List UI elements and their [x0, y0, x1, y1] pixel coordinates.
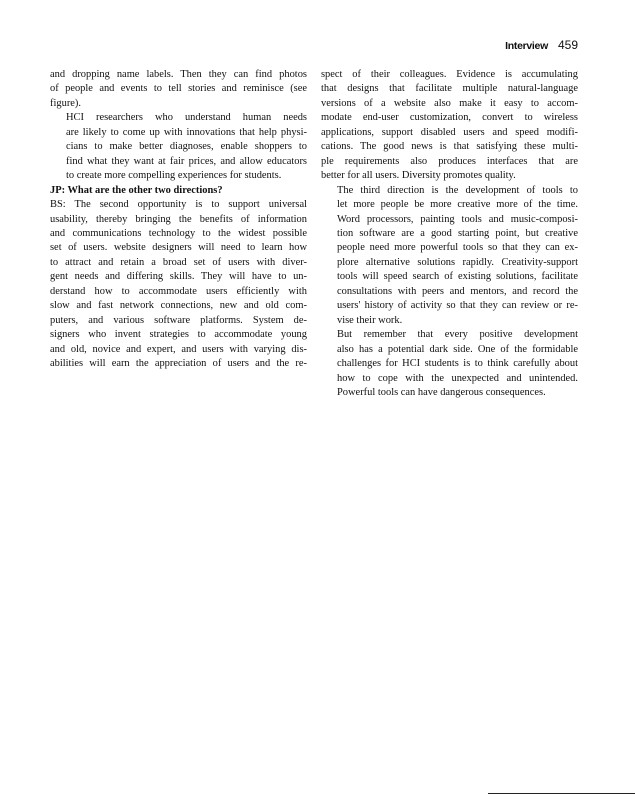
text-line: usability, thereby bringing the benefits of information	[50, 213, 307, 225]
text-line: signers who invent strategies to accommodate young	[50, 329, 307, 341]
text-line: people need more powerful tools so that they can ex-	[337, 242, 578, 254]
text-line: Powerful tools can have dangerous consequences.	[337, 386, 546, 398]
text-line: slow and fast network connections, new and old com-	[50, 300, 307, 312]
interview-question: JP: What are the other two directions?	[50, 184, 223, 196]
text-line: of people and events to tell stories and reminisce (see	[50, 83, 307, 95]
text-line: vise their work.	[337, 314, 403, 326]
paragraph-continued	[321, 68, 578, 184]
text-line: abilities will earn the appreciation of users and the re-	[50, 358, 307, 370]
page-number: 459	[557, 38, 578, 52]
text-line: But remember that every positive development	[337, 329, 578, 341]
text-line: derstand how to accommodate users efficiently with	[50, 285, 307, 297]
text-line: versions of a website also make it easy to accom-	[321, 97, 578, 109]
text-line: modate end-user customization, convert to wireless	[321, 112, 578, 124]
text-line: gent needs and differing skills. They will have to un-	[50, 271, 307, 283]
text-line: Word processors, painting tools and music-composi-	[337, 213, 578, 225]
text-line: set of users. website designers will need to learn how	[50, 242, 307, 254]
text-line: and communications technology to the widest possible	[50, 227, 307, 239]
text-line: HCI researchers who understand human needs	[66, 112, 307, 124]
text-line: users' history of activity so that they can review or re-	[337, 300, 578, 312]
text-line: ple requirements also produces interfaces that are	[321, 155, 578, 167]
text-line: cations. The good news is that satisfying these multi-	[321, 141, 578, 153]
text-line: better for all users. Diversity promotes quality.	[321, 170, 516, 182]
text-line: puters, and various software platforms. System de-	[50, 314, 307, 326]
paragraph-hci-researchers	[50, 111, 307, 183]
text-line: and dropping name labels. Then they can find photos	[50, 69, 307, 80]
running-head	[505, 38, 578, 52]
paragraph-dark-side	[321, 328, 578, 400]
text-line: to attract and retain a broad set of users with diver-	[50, 256, 307, 268]
text-line: and old, novice and expert, and users with varying dis-	[50, 343, 307, 355]
text-line: BS: The second opportunity is to support universal	[50, 199, 307, 211]
text-line: spect of their colleagues. Evidence is accumulating	[321, 69, 578, 80]
text-line: tion software are a good starting point, but creative	[337, 227, 578, 239]
text-line: consultations with peers and mentors, and record the	[337, 285, 578, 297]
text-line: applications, support disabled users and speed modifi-	[321, 126, 578, 138]
footer-rule	[488, 793, 635, 794]
left-column	[50, 68, 307, 372]
text-line: how to cope with the unexpected and unintended.	[337, 372, 578, 384]
paragraph-third-direction	[321, 184, 578, 329]
text-line: that designs that facilitate multiple natural-language	[321, 83, 578, 95]
text-line: plore alternative solutions rapidly. Creativity-support	[337, 256, 578, 268]
interview-answer	[50, 198, 307, 371]
text-line: also has a potential dark side. One of the formidable	[337, 343, 578, 355]
text-line: tools will speed search of existing solutions, facilitate	[337, 271, 578, 283]
text-line: to create more compelling experiences for students.	[66, 170, 282, 182]
text-line: challenges for HCI students is to think carefully about	[337, 358, 578, 370]
text-line: figure).	[50, 97, 82, 109]
right-column	[321, 68, 578, 400]
text-line: The third direction is the development of tools to	[337, 184, 578, 196]
paragraph-continued	[50, 68, 307, 111]
running-title: Interview	[505, 40, 548, 52]
text-line: let more people be more creative more of the time.	[337, 199, 578, 211]
text-line: cians to make better diagnoses, enable shoppers to	[66, 141, 307, 153]
text-line: are likely to come up with innovations that help physi-	[66, 126, 307, 138]
text-line: find what they want at fair prices, and allow educators	[66, 155, 307, 167]
